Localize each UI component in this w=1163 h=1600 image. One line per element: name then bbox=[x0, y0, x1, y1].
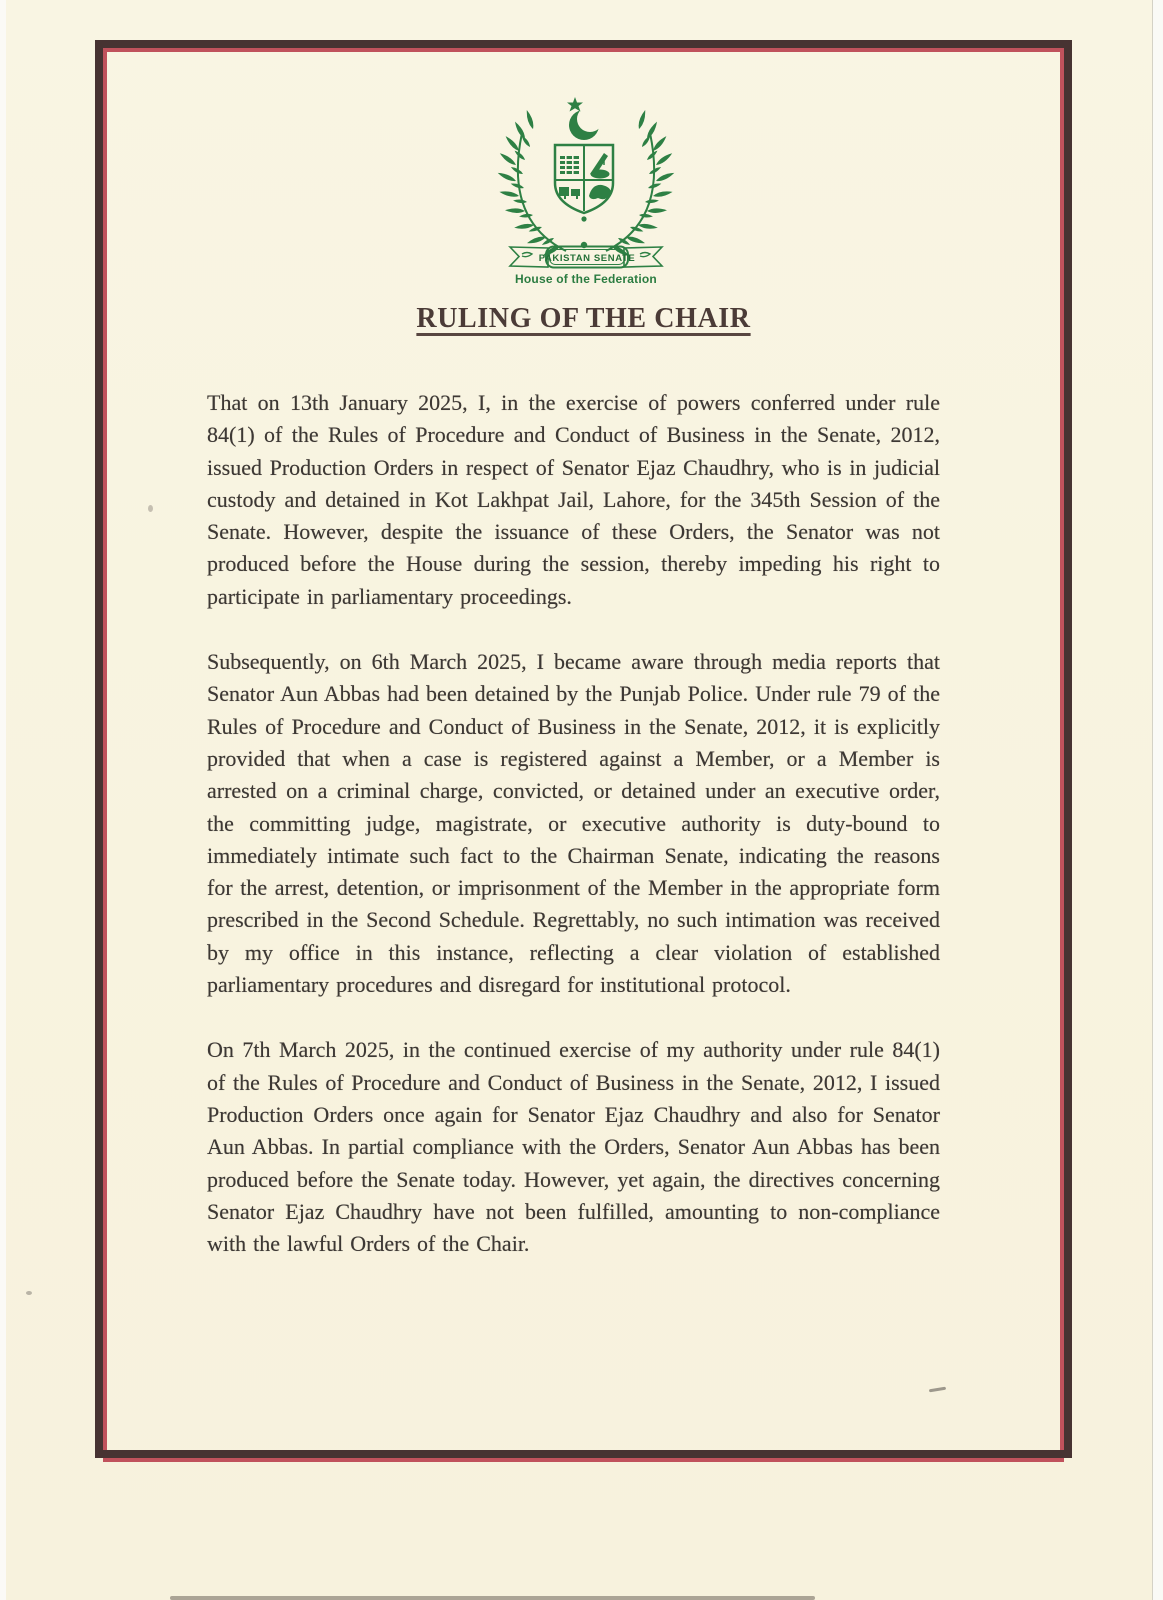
emblem-subtitle: House of the Federation bbox=[515, 272, 657, 286]
quadrant-crane-icon bbox=[590, 153, 610, 179]
crescent-star-icon bbox=[567, 97, 603, 140]
ruling-body bbox=[207, 387, 940, 1293]
shield-icon bbox=[555, 145, 613, 222]
paragraph-3: On 7th March 2025, in the continued exercise of my authority under rule 84(1) of the Rules of Procedure and Conduct of Business in the Senate, 2012, I issued Production Orders once again for Senator Ejaz Chaudhry and also for Senator Aun Abbas. In partial compliance with the Orders, Senator Aun Abbas has been produced before the Senate today. However, yet again, the directives concerning Senator Ejaz Chaudhry have not been fulfilled, amounting to non-compliance with the lawful Orders of the Chair. bbox=[207, 1037, 940, 1257]
scan-artifact-streak bbox=[170, 1596, 815, 1600]
ribbon-script-right bbox=[640, 253, 650, 257]
quadrant-structures-icon bbox=[559, 187, 580, 199]
scanner-edge-left bbox=[0, 0, 6, 1600]
page-title: RULING OF THE CHAIR bbox=[416, 303, 751, 334]
scanner-edge-right bbox=[1152, 0, 1163, 1600]
banner-text: PAKISTAN SENATE bbox=[538, 253, 636, 264]
quadrant-textile-icon bbox=[560, 155, 579, 175]
ribbon-banner bbox=[510, 247, 662, 268]
scan-artifact-speck bbox=[26, 1291, 32, 1295]
pakistan-senate-emblem bbox=[454, 95, 714, 287]
shield-base-ornament bbox=[581, 216, 586, 221]
paragraph-1: That on 13th January 2025, I, in the exercise of powers conferred under rule 84(1) of the Rules of Procedure and Conduct of Business in the Senate, 2012, issued Production Orders in respect of Senator Ejaz Chaudhry, who is in judicial custody and detained in Kot Lakhpat Jail, Lahore, for the 345th Session of the Senate. However, despite the issuance of these Orders, the Senator was not produced before the House during the session, thereby impeding his right to participate in parliamentary proceedings. bbox=[207, 390, 940, 609]
quadrant-curved-icon bbox=[589, 185, 611, 199]
document-title-row bbox=[95, 303, 1072, 335]
ribbon-script-left bbox=[522, 253, 532, 257]
paragraph-2: Subsequently, on 6th March 2025, I became aware through media reports that Senator Aun Abbas had been detained by the Punjab Police. Under rule 79 of the Rules of Procedure and Conduct of Business in the Senate, 2012, it is explicitly provided that when a case is registered against a Member, or a Member is arrested on a criminal charge, convicted, or detained under an executive order, the committing judge, magistrate, or executive authority is duty-bound to immediately intimate such fact to the Chairman Senate, indicating the reasons for the arrest, detention, or imprisonment of the Member in the appropriate form prescribed in the Second Schedule. Regrettably, no such intimation was received by my office in this instance, reflecting a clear violation of established parliamentary procedures and disregard for institutional protocol. bbox=[207, 649, 940, 998]
